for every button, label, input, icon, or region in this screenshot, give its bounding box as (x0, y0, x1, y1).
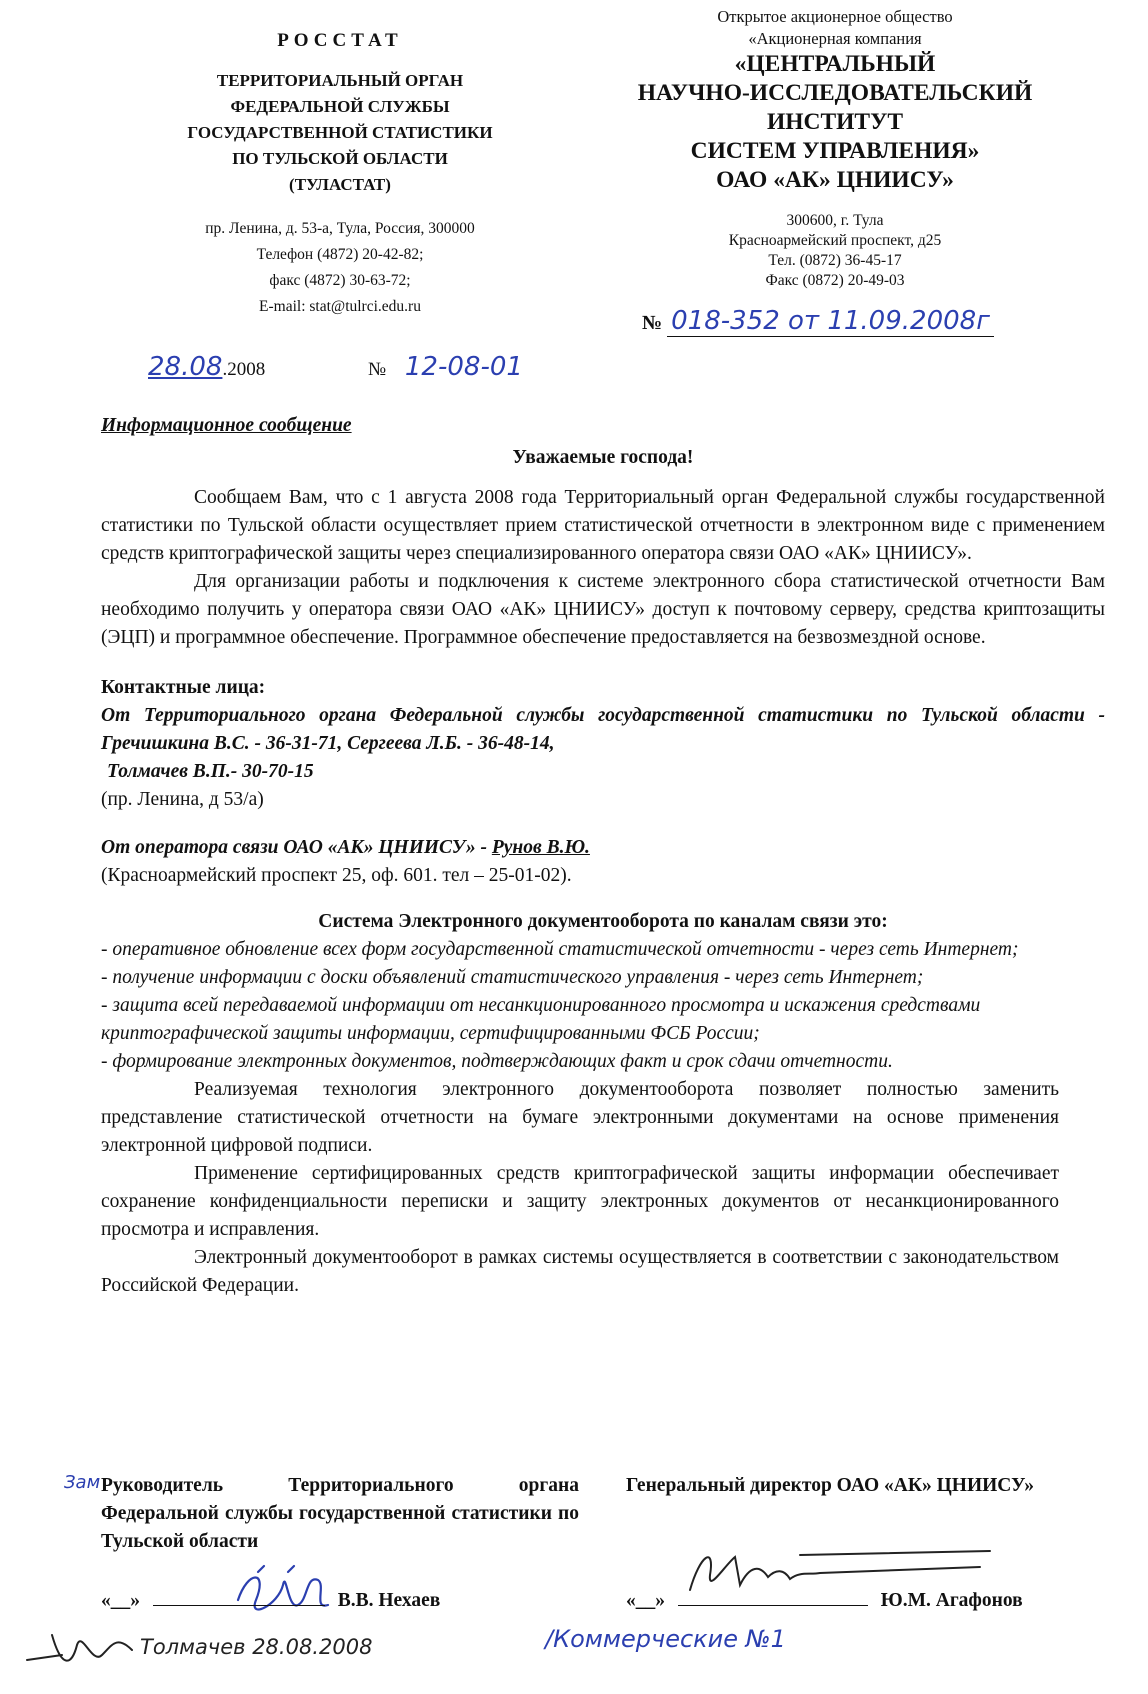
org-line: ПО ТУЛЬСКОЙ ОБЛАСТИ (232, 149, 448, 168)
company-title (600, 50, 1070, 195)
recipient-header (600, 6, 1070, 291)
address-line: пр. Ленина, д. 53-а, Тула, Россия, 300000 (205, 220, 475, 237)
email-line: E-mail: stat@tulrci.edu.ru (259, 298, 421, 315)
contact-tulastat-address: (пр. Ленина, д 53/а) (101, 789, 264, 810)
sender-address (140, 216, 540, 320)
system-item: - формирование электронных документов, подтверждающих факт и срок сдачи отчетности. (101, 1051, 893, 1072)
contact-operator (101, 834, 1105, 862)
org-line: ТЕРРИТОРИАЛЬНЫЙ ОРГАН (216, 71, 464, 90)
fax-line: факс (4872) 30-63-72; (269, 272, 411, 289)
incoming-number (642, 306, 994, 336)
org-line: (ТУЛАСТАТ) (289, 175, 391, 194)
system-item: - получение информации с доски объявлений статистического управления - через сеть Интернет; (101, 967, 924, 988)
number-label: № (642, 312, 663, 334)
org-full-name (140, 68, 540, 198)
outgoing-number (368, 352, 523, 382)
right-signatory-name: Ю.М. Агафонов (880, 1590, 1023, 1611)
title-line: СИСТЕМ УПРАВЛЕНИЯ» (690, 138, 980, 164)
bottom-left-signature-image (22, 1625, 142, 1675)
fax-line: Факс (0872) 20-49-03 (765, 272, 905, 289)
operator-person: Рунов В.Ю. (491, 837, 590, 858)
system-heading: Система Электронного документооборота по каналам связи это: (318, 911, 888, 932)
letter-body (101, 412, 1105, 1300)
company-form-2: «Акционерная компания (748, 29, 922, 48)
salutation: Уважаемые господа! (512, 447, 694, 468)
left-signatory-name: В.В. Нехаев (337, 1590, 441, 1611)
bottom-left-note: Толмачев 28.08.2008 (140, 1635, 373, 1659)
signature-blank (678, 1585, 868, 1606)
system-item: - защита всей передаваемой информации от несанкционированного просмотра и искажения средствами криптографической защиты информации, сертифицированными ФСБ России; (101, 995, 981, 1044)
closing-paragraph: Применение сертифицированных средств криптографической защиты информации обеспечивает сохранение конфиденциальности переписки и защиту электронных документов от несанкционированного просмотра и исправления. (101, 1163, 1059, 1240)
closing-paragraph: Реализуемая технология электронного документооборота позволяет полностью заменить представление статистической отчетности на бумаге электронными документами на основе применения электронной цифровой подписи. (101, 1079, 1059, 1156)
incoming-number-handwritten: 018-352 от 11.09.2008г (667, 306, 994, 337)
number-label: № (368, 359, 387, 380)
date-blank: «__» (101, 1590, 140, 1611)
org-short-name: РОССТАТ (277, 30, 403, 51)
title-line: ИНСТИТУТ (766, 109, 904, 135)
title-line: ОАО «АК» ЦНИИСУ» (716, 167, 954, 193)
org-line: ФЕДЕРАЛЬНОЙ СЛУЖБЫ (230, 97, 450, 116)
right-signature-line (626, 1585, 1023, 1612)
paragraph: Для организации работы и подключения к системе электронного сбора статистической отчетности Вам необходимо получить у оператора связи ОАО «АК» ЦНИИСУ» доступ к почтовому серверу, средства криптозащиты (ЭЦП) и программное обеспечение. Программное обеспечение предоставляется на безвозмездной основе. (101, 571, 1105, 648)
outgoing-date (148, 352, 265, 382)
signature-blank (153, 1585, 325, 1606)
operator-prefix: От оператора связи ОАО «АК» ЦНИИСУ» - (101, 837, 487, 858)
title-line: «ЦЕНТРАЛЬНЫЙ (734, 51, 936, 77)
date-blank: «__» (626, 1590, 665, 1611)
phone-line: Телефон (4872) 20-42-82; (256, 246, 424, 263)
paragraph: Сообщаем Вам, что с 1 августа 2008 года Территориальный орган Федеральной службы государственной статистики по Тульской области осуществляет прием статистической отчетности в электронном виде с применением средств криптографической защиты через специализированного оператора связи ОАО «АК» ЦНИИСУ». (101, 487, 1105, 564)
closing-paragraph: Электронный документооборот в рамках системы осуществляется в соответствии с законодательством Российской Федерации. (101, 1247, 1059, 1296)
phone-line: Тел. (0872) 36-45-17 (768, 252, 902, 269)
left-signature-line (101, 1585, 440, 1612)
doc-title: Информационное сообщение (101, 415, 352, 436)
address-line: 300600, г. Тула (786, 212, 884, 229)
outgoing-number-handwritten: 12-08-01 (404, 352, 523, 382)
system-item: - оперативное обновление всех форм государственной статистической отчетности - через сеть Интернет; (101, 939, 1019, 960)
title-line: НАУЧНО-ИССЛЕДОВАТЕЛЬСКИЙ (637, 80, 1033, 106)
contact-tulastat: От Территориального органа Федеральной службы государственной статистики по Тульской области - Гречишкина В.С. - 36-31-71, Сергеева Л.Б. - 36-48-14, (101, 705, 1105, 754)
company-form: Открытое акционерное общество (717, 7, 953, 26)
address-line: Красноармейский проспект, д25 (728, 232, 942, 249)
left-signatory-title: Руководитель Территориального органа Федеральной службы государственной статистики по Тульской области (101, 1475, 579, 1552)
date-year: .2008 (222, 359, 266, 380)
handwritten-note-zam: Зам (64, 1472, 101, 1493)
org-line: ГОСУДАРСТВЕННОЙ СТАТИСТИКИ (187, 123, 493, 142)
date-handwritten: 28.08 (148, 352, 223, 382)
contact-operator-address: (Красноармейский проспект 25, оф. 601. тел – 25-01-02). (101, 865, 572, 886)
right-signatory-title: Генеральный директор ОАО «АК» ЦНИИСУ» (626, 1475, 1034, 1496)
contact-tulastat-2: Толмачев В.П.- 30-70-15 (107, 761, 314, 782)
sender-header (140, 30, 540, 320)
contacts-heading: Контактные лица: (101, 677, 266, 698)
bottom-right-note: /Коммерческие №1 (545, 1625, 786, 1653)
company-address (600, 211, 1070, 291)
